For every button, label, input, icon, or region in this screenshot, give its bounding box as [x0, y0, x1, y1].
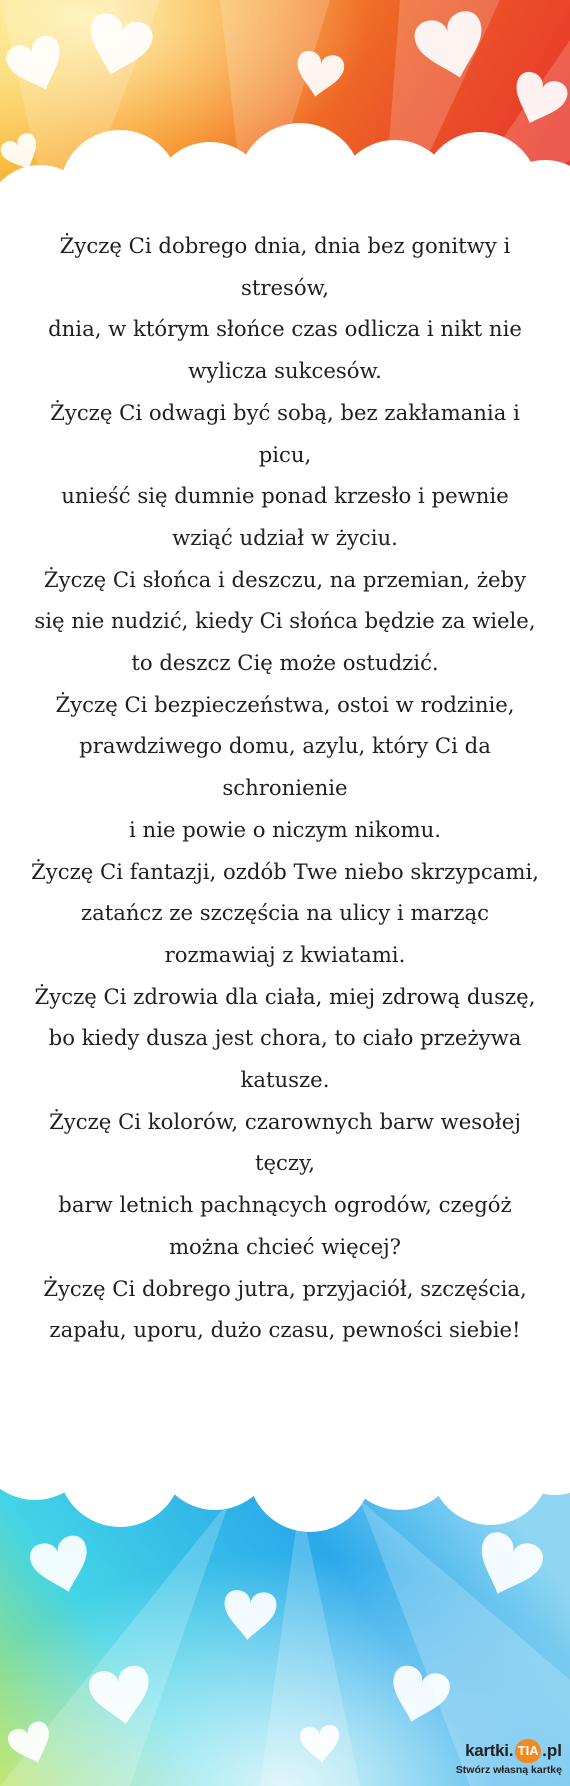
poem-line: Życzę Ci dobrego jutra, przyjaciół, szczęścia, zapału, uporu, dużo czasu, pewności siebie! [43, 1275, 527, 1343]
poem-line: Życzę Ci dobrego dnia, dnia bez gonitwy i stresów, [59, 233, 511, 300]
logo-badge-text: TIA [517, 1743, 539, 1758]
poem-text [30, 225, 540, 1351]
poem-line: unieść się dumnie ponad krzesło i pewnie wziąć udział w życiu. [61, 483, 509, 550]
poem-line: Życzę Ci słońca i deszczu, na przemian, żeby się nie nudzić, kiedy Ci słońca będzie za wiele, to deszcz Cię może ostudzić. [34, 566, 536, 676]
logo-tagline: Stwórz własną kartkę [455, 1764, 562, 1776]
kartki-logo-link[interactable] [447, 1738, 562, 1778]
poem-line: zatańcz ze szczęścia na ulicy i marząc rozmawiaj z kwiatami. [80, 900, 490, 967]
poem-line: Życzę Ci fantazji, ozdób Twe niebo skrzypcami, [31, 858, 539, 884]
poem-line: Życzę Ci odwagi być sobą, bez zakłamania i picu, [50, 399, 520, 467]
poem-line: barw letnich pachnących ogrodów, czegóż można chcieć więcej? [58, 1192, 512, 1259]
logo-domain: .pl [542, 1741, 562, 1760]
poem-line: i nie powie o niczym nikomu. [129, 816, 441, 842]
poem-line: Życzę Ci bezpieczeństwa, ostoi w rodzinie, prawdziwego domu, azylu, który Ci da schronienie [55, 691, 515, 801]
logo-wordmark [465, 1738, 562, 1764]
poem-line: Życzę Ci zdrowia dla ciała, miej zdrową duszę, bo kiedy dusza jest chora, to ciało przeżywa katusze. [34, 983, 536, 1093]
logo-domain-suffix: pl [546, 1741, 562, 1760]
logo-name: kartki. [465, 1741, 514, 1760]
poem-line: dnia, w którym słońce czas odlicza i nikt nie wylicza sukcesów. [48, 316, 522, 384]
poem-line: Życzę Ci kolorów, czarownych barw wesołej tęczy, [49, 1108, 521, 1176]
logo-badge-icon [515, 1739, 541, 1763]
